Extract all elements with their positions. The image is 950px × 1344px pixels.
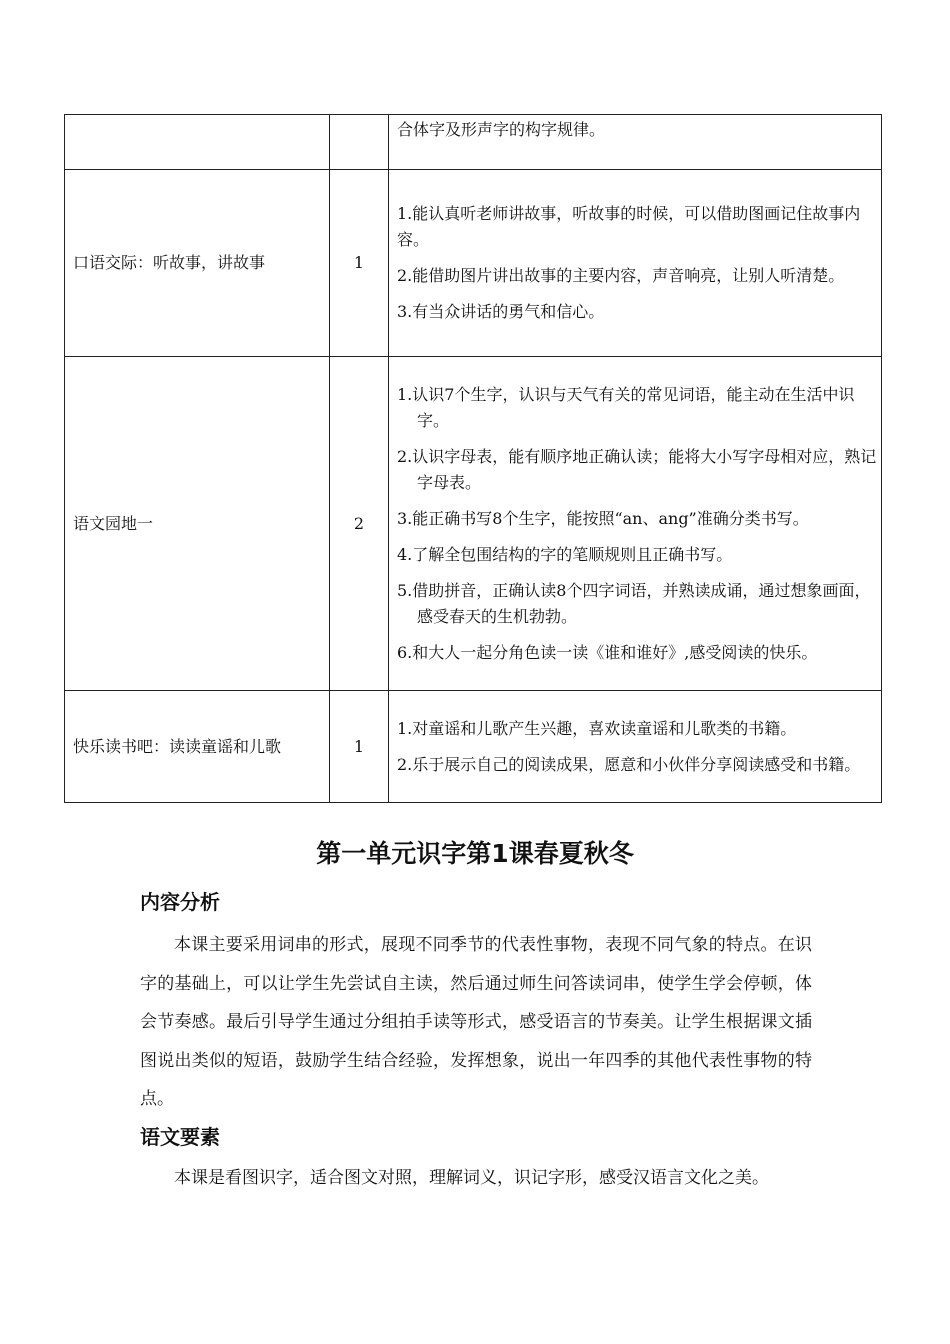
goals-cell [389, 691, 882, 803]
hours-cell: 1 [330, 691, 389, 803]
content-analysis-text: 本课主要采用词串的形式，展现不同季节的代表性事物，表现不同气象的特点。在识字的基础上，可以让学生先尝试自主读，然后通过师生问答读词串，使学生学会停顿，体会节奏感。最后引导学生通过分组拍手读等形式，感受语言的节奏美。让学生根据课文插图说出类似的短语，鼓励学生结合经验，发挥想象，说出一年四季的其他代表性事物的特点。 [140, 935, 812, 1109]
section-name-cell [65, 115, 330, 170]
goal-item: 2.认识字母表，能有顺序地正确认读；能将大小写字母相对应，熟记字母表。 [397, 446, 877, 492]
goal-item: 5.借助拼音，正确认读8个四字词语，并熟读成诵，通过想象画面，感受春天的生机勃勃。 [397, 580, 871, 626]
goal-item: 2.乐于展示自己的阅读成果，愿意和小伙伴分享阅读感受和书籍。 [397, 754, 861, 774]
goal-item: 1.对童谣和儿歌产生兴趣，喜欢读童谣和儿歌类的书籍。 [397, 718, 797, 738]
lesson-plan-table [64, 114, 882, 803]
goals-cell [389, 170, 882, 357]
hours-cell: 1 [330, 170, 389, 357]
table-row [65, 170, 882, 357]
goals-cell [389, 357, 882, 691]
section-name-cell: 口语交际：听故事，讲故事 [65, 170, 330, 357]
table-row [65, 357, 882, 691]
table-row [65, 115, 882, 170]
lesson-title: 第一单元识字第1课春夏秋冬 [316, 839, 634, 868]
hours-cell [330, 115, 389, 170]
goal-item: 3.能正确书写8个生字，能按照“an、ang”准确分类书写。 [397, 508, 809, 528]
table-row [65, 691, 882, 803]
goal-item: 合体字及形声字的构字规律。 [397, 120, 606, 139]
language-elements-heading: 语文要素 [140, 1125, 220, 1149]
goal-item: 4.了解全包围结构的字的笔顺规则且正确书写。 [397, 544, 733, 564]
goals-cell [389, 115, 882, 170]
goal-item: 1.能认真听老师讲故事，听故事的时候，可以借助图画记住故事内容。 [397, 204, 861, 249]
goal-item: 6.和大人一起分角色读一读《谁和谁好》,感受阅读的快乐。 [397, 642, 818, 662]
language-elements-text: 本课是看图识字，适合图文对照，理解词义，识记字形，感受汉语言文化之美。 [174, 1168, 769, 1188]
hours-cell: 2 [330, 357, 389, 691]
goal-item: 2.能借助图片讲出故事的主要内容，声音响亮，让别人听清楚。 [397, 266, 845, 285]
content-analysis-heading: 内容分析 [140, 890, 220, 914]
section-name-cell: 快乐读书吧：读读童谣和儿歌 [65, 691, 330, 803]
goal-item: 3.有当众讲话的勇气和信心。 [397, 302, 605, 321]
section-name-cell: 语文园地一 [65, 357, 330, 691]
goal-item: 1.认识7个生字，认识与天气有关的常见词语，能主动在生活中识字。 [397, 384, 855, 430]
